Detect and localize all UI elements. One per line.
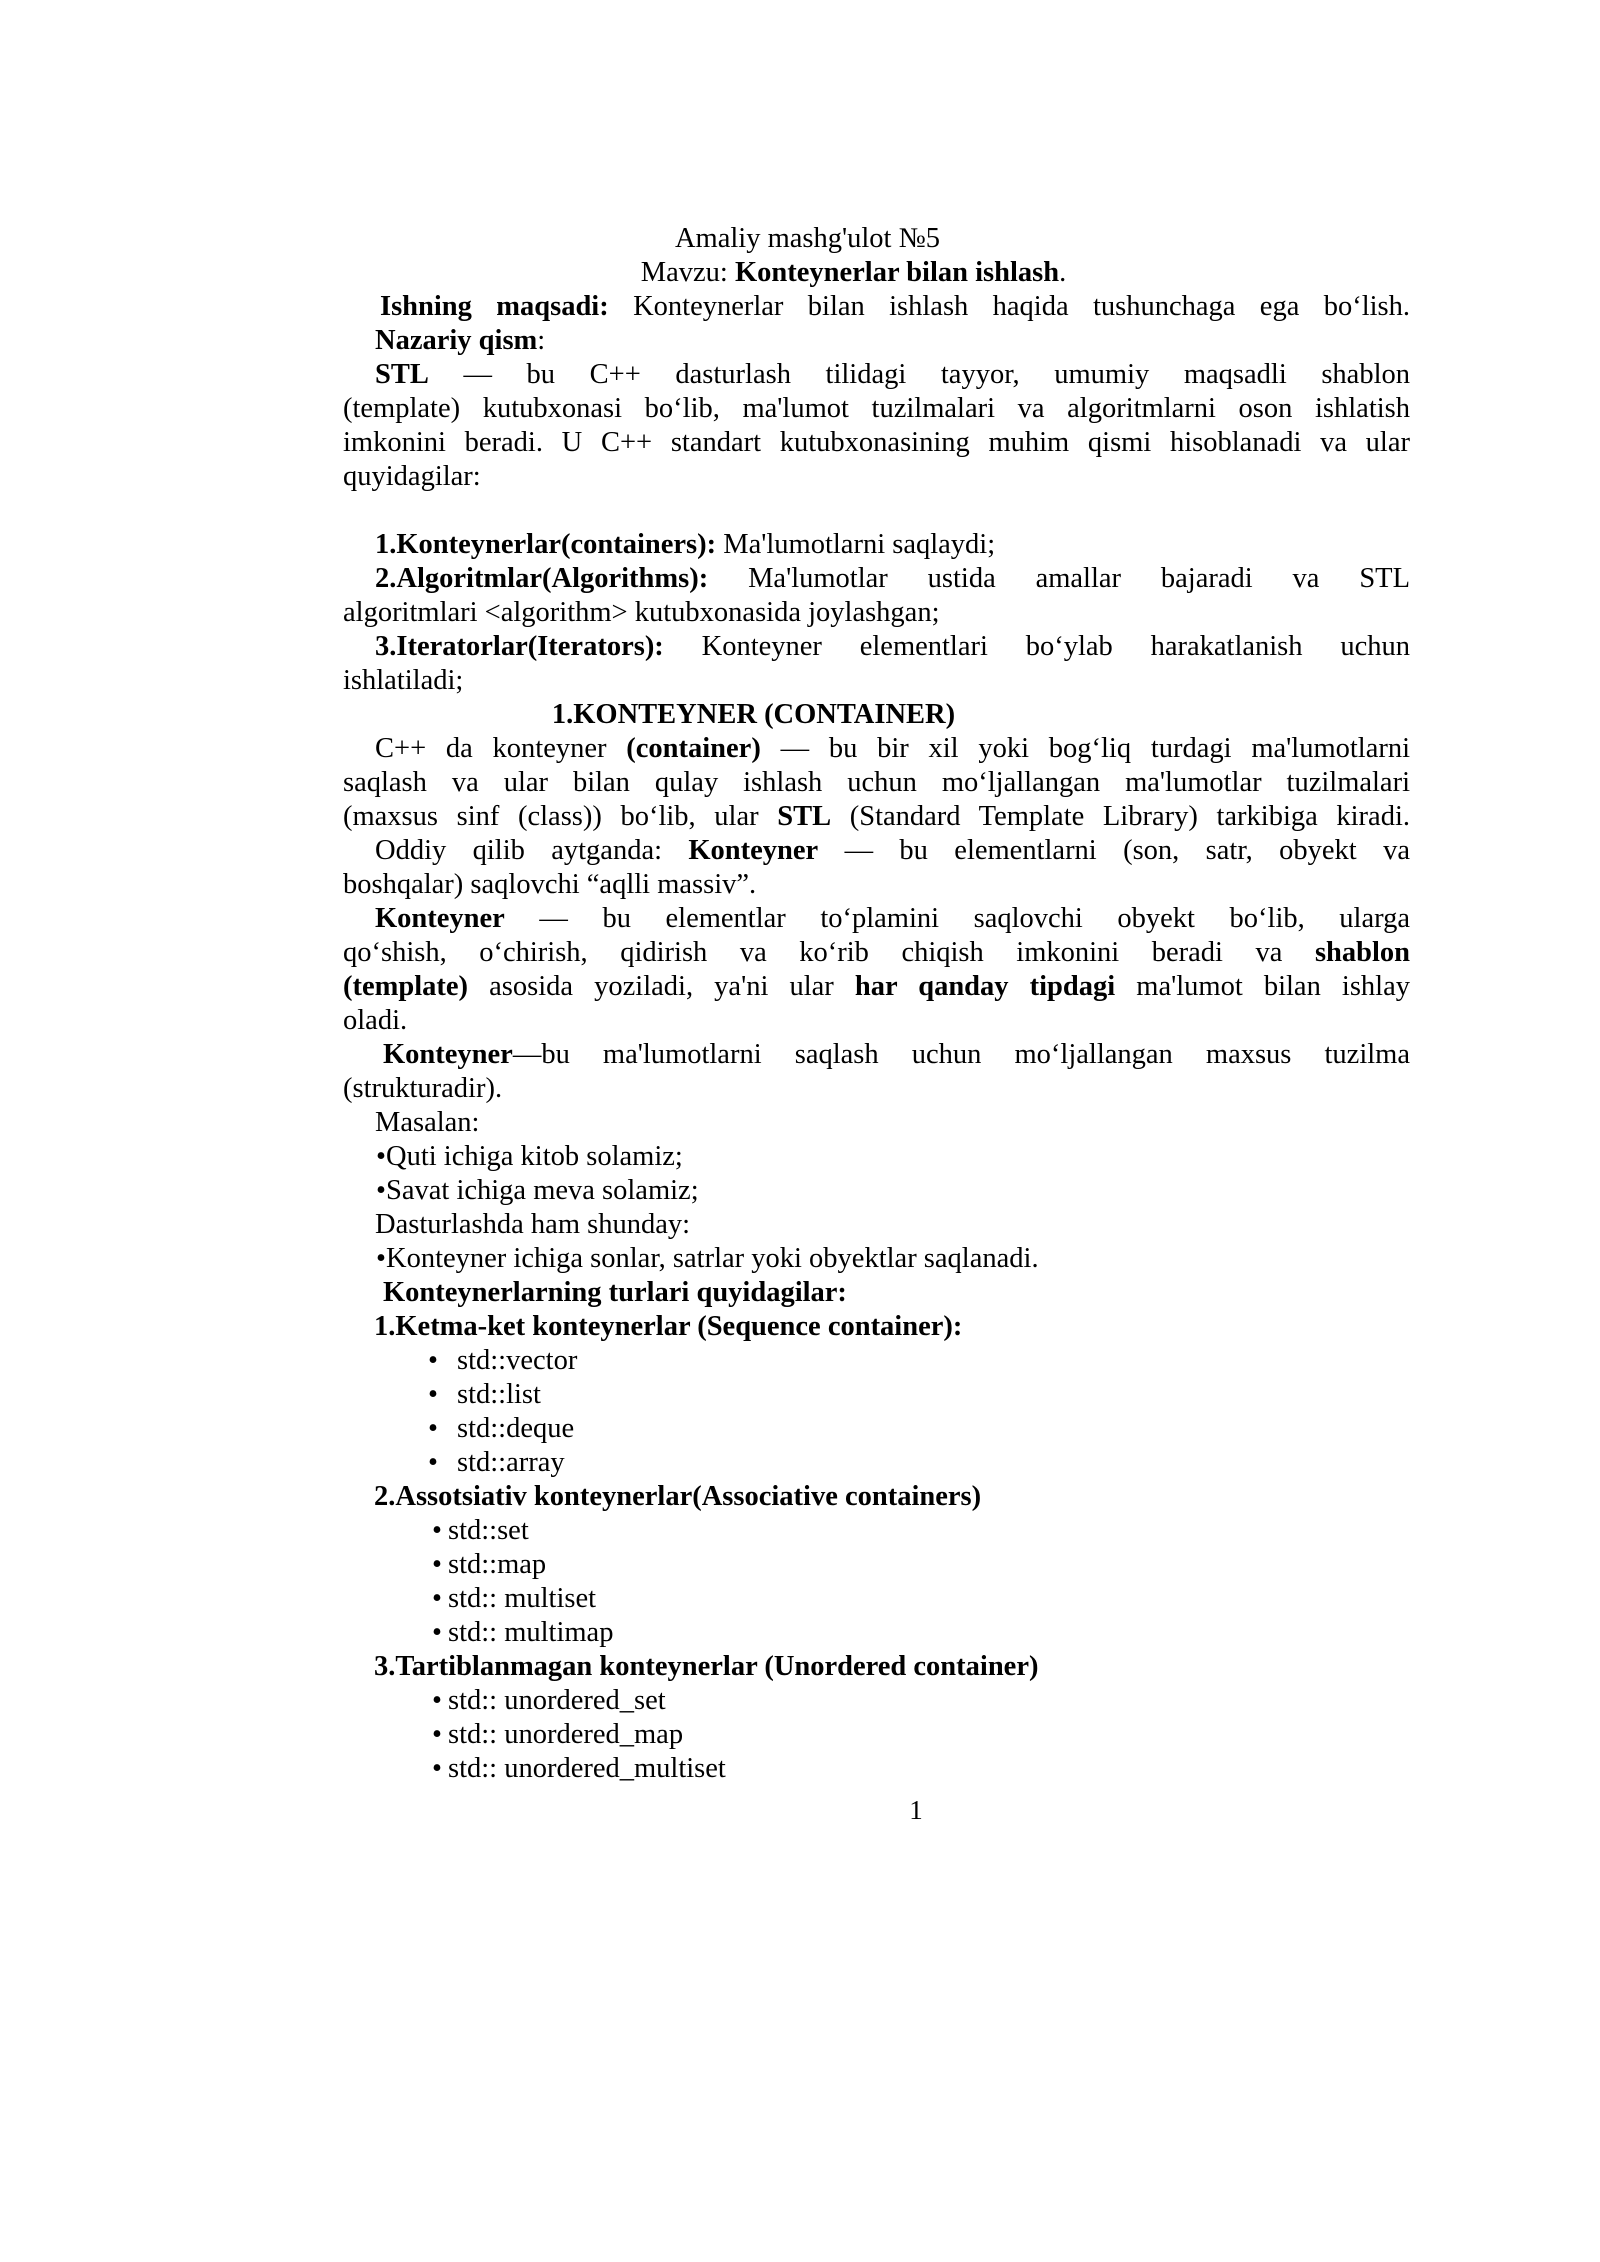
bullet-item [343, 1446, 1410, 1480]
bullet-item [343, 1412, 1410, 1446]
list-heading [343, 1480, 1410, 1514]
doc-text-bold: har qanday tipdagi [854, 971, 1116, 1002]
bullet-item [343, 1752, 1410, 1786]
bullet-item [343, 1582, 1410, 1616]
document-column [343, 222, 1410, 1786]
doc-line [343, 800, 1410, 834]
doc-text: Ma'lumotlarni saqlaydi; [716, 529, 996, 560]
page-number: 1 [909, 1795, 923, 1825]
doc-line [343, 596, 1410, 630]
doc-text: std:: unordered_map [448, 1719, 684, 1750]
doc-line [343, 664, 1410, 698]
bullet-icon: • [376, 1243, 386, 1274]
bullet-item [343, 1616, 1410, 1650]
doc-text: std::deque [457, 1413, 575, 1444]
doc-line [343, 358, 1410, 392]
doc-text: std::set [448, 1515, 529, 1546]
doc-text: Mavzu: [640, 257, 735, 288]
doc-text-bold: STL [777, 801, 832, 832]
doc-text: Oddiy qilib aytganda: [375, 835, 689, 866]
doc-text: std:: multimap [448, 1617, 614, 1648]
doc-line [343, 426, 1410, 460]
bullet-item [343, 1548, 1410, 1582]
doc-text: Konteynerlar bilan ishlash haqida tushunchaga ega bo‘lish. [608, 291, 1410, 322]
doc-text-bold: 3.Iteratorlar(Iterators): [375, 631, 664, 662]
doc-subtitle [320, 256, 1387, 290]
doc-text: (strukturadir). [343, 1073, 503, 1104]
doc-text: C++ da konteyner [375, 733, 627, 764]
doc-text-bold: 1.Ketma-ket konteynerlar (Sequence container): [374, 1311, 963, 1342]
doc-text: (template) kutubxonasi bo‘lib, ma'lumot tuzilmalari va algoritmlarni oson ishlatish [343, 393, 1410, 424]
doc-text: Masalan: [375, 1107, 480, 1138]
doc-line [343, 1004, 1410, 1038]
doc-line [343, 630, 1410, 664]
doc-line [343, 902, 1410, 936]
doc-text: quyidagilar: [343, 461, 481, 492]
doc-text: asosida yoziladi, ya'ni ular [468, 971, 855, 1002]
doc-line [343, 528, 1410, 562]
doc-text: saqlash va ular bilan qulay ishlash uchun mo‘ljallangan ma'lumotlar tuzilmalari [343, 767, 1410, 798]
doc-text-bold: Konteynerlar bilan ishlash [734, 257, 1060, 288]
bullet-icon: • [432, 1549, 442, 1580]
bullet-icon: • [432, 1617, 442, 1648]
bullet-icon: • [432, 1685, 442, 1716]
doc-line [343, 1072, 1410, 1106]
doc-text-bold: Nazariy qism [375, 325, 538, 356]
doc-text: std:: multiset [448, 1583, 597, 1614]
section-heading [220, 698, 1287, 732]
doc-line [343, 868, 1410, 902]
doc-text: imkonini beradi. U C++ standart kutubxonasining muhim qismi hisoblanadi va ular [343, 427, 1410, 458]
doc-text-bold: STL [375, 359, 429, 390]
doc-text-bold: (template) [343, 971, 469, 1002]
doc-line [343, 834, 1410, 868]
bullet-item [343, 1140, 1410, 1174]
doc-text: oladi. [343, 1005, 408, 1036]
doc-text: std::map [448, 1549, 547, 1580]
doc-text: Ma'lumotlar ustida amallar bajaradi va STL [708, 563, 1410, 594]
bullet-icon: • [428, 1413, 438, 1444]
bullet-icon: • [432, 1583, 442, 1614]
bullet-icon: • [432, 1719, 442, 1750]
doc-line [343, 290, 1410, 324]
doc-text-bold: Konteyner [383, 1039, 513, 1070]
doc-text-bold: Ishning maqsadi: [380, 291, 609, 322]
doc-title [274, 222, 1341, 256]
doc-text-bold: 1.KONTEYNER (CONTAINER) [551, 699, 956, 730]
doc-text: std:: unordered_multiset [448, 1753, 726, 1784]
doc-text: . [1059, 257, 1067, 288]
doc-text-bold: (container) [626, 733, 761, 764]
bullet-icon: • [376, 1141, 386, 1172]
bullet-icon: • [432, 1515, 442, 1546]
doc-text: std::array [457, 1447, 565, 1478]
doc-line [343, 562, 1410, 596]
doc-text-bold: Konteynerlarning turlari quyidagilar: [383, 1277, 847, 1308]
doc-line [343, 1106, 1410, 1140]
bullet-item [343, 1242, 1410, 1276]
doc-line [343, 970, 1410, 1004]
doc-text: std:: unordered_set [448, 1685, 666, 1716]
doc-text: — bu C++ dasturlash tilidagi tayyor, umumiy maqsadli shablon [428, 359, 1410, 390]
doc-text-bold: Konteyner [688, 835, 819, 866]
doc-line [343, 1208, 1410, 1242]
list-heading [343, 1650, 1410, 1684]
bullet-icon: • [428, 1379, 438, 1410]
bullet-icon: • [428, 1345, 438, 1376]
bullet-item [343, 1174, 1410, 1208]
bullet-item [343, 1718, 1410, 1752]
doc-text: (Standard Template Library) tarkibiga kiradi. [831, 801, 1410, 832]
doc-text: ma'lumot bilan ishlay [1115, 971, 1410, 1002]
doc-text: —bu ma'lumotlarni saqlash uchun mo‘ljallangan maxsus tuzilma [512, 1039, 1410, 1070]
list-heading [343, 1310, 1410, 1344]
doc-line [343, 324, 1410, 358]
bullet-icon: • [376, 1175, 386, 1206]
doc-text: Konteyner ichiga sonlar, satrlar yoki obyektlar saqlanadi. [386, 1243, 1039, 1274]
bullet-item [343, 1344, 1410, 1378]
doc-text: — bu elementlar to‘plamini saqlovchi obyekt bo‘lib, ularga [504, 903, 1410, 934]
doc-text: boshqalar) saqlovchi “aqlli massiv”. [343, 869, 757, 900]
doc-text: : [537, 325, 546, 356]
doc-text: Dasturlashda ham shunday: [375, 1209, 691, 1240]
doc-line [343, 460, 1410, 494]
doc-text: Amaliy mashg'ulot №5 [674, 223, 941, 254]
doc-text: std::list [457, 1379, 541, 1410]
bullet-icon: • [432, 1753, 442, 1784]
doc-text-bold: shablon [1314, 937, 1410, 968]
doc-line [343, 1038, 1410, 1072]
doc-text: std::vector [457, 1345, 578, 1376]
doc-text: qo‘shish, o‘chirish, qidirish va ko‘rib chiqish imkonini beradi va [343, 937, 1315, 968]
doc-text: Quti ichiga kitob solamiz; [386, 1141, 683, 1172]
doc-text-bold: 2.Algoritmlar(Algorithms): [375, 563, 709, 594]
bullet-item [343, 1514, 1410, 1548]
doc-text-bold: Konteyner [375, 903, 505, 934]
doc-line [343, 766, 1410, 800]
doc-line [343, 732, 1410, 766]
doc-text: Savat ichiga meva solamiz; [386, 1175, 699, 1206]
doc-text: — bu elementlarni (son, satr, obyekt va [818, 835, 1410, 866]
doc-line [343, 1276, 1410, 1310]
doc-text-bold: 3.Tartiblanmagan konteynerlar (Unordered container) [374, 1651, 1039, 1682]
bullet-icon: • [428, 1447, 438, 1478]
doc-text-bold: 2.Assotsiativ konteynerlar(Associative containers) [374, 1481, 982, 1512]
bullet-item [343, 1378, 1410, 1412]
bullet-item [343, 1684, 1410, 1718]
doc-text: Konteyner elementlari bo‘ylab harakatlanish uchun [663, 631, 1410, 662]
doc-text: (maxsus sinf (class)) bo‘lib, ular [343, 801, 778, 832]
doc-text: algoritmlari <algorithm> kutubxonasida joylashgan; [343, 597, 940, 628]
doc-blank-line [343, 494, 1410, 528]
doc-text: ishlatiladi; [343, 665, 464, 696]
doc-text: — bu bir xil yoki bog‘liq turdagi ma'lumotlarni [760, 733, 1411, 764]
doc-line [343, 936, 1410, 970]
doc-text-bold: 1.Konteynerlar(containers): [375, 529, 717, 560]
doc-line [343, 392, 1410, 426]
